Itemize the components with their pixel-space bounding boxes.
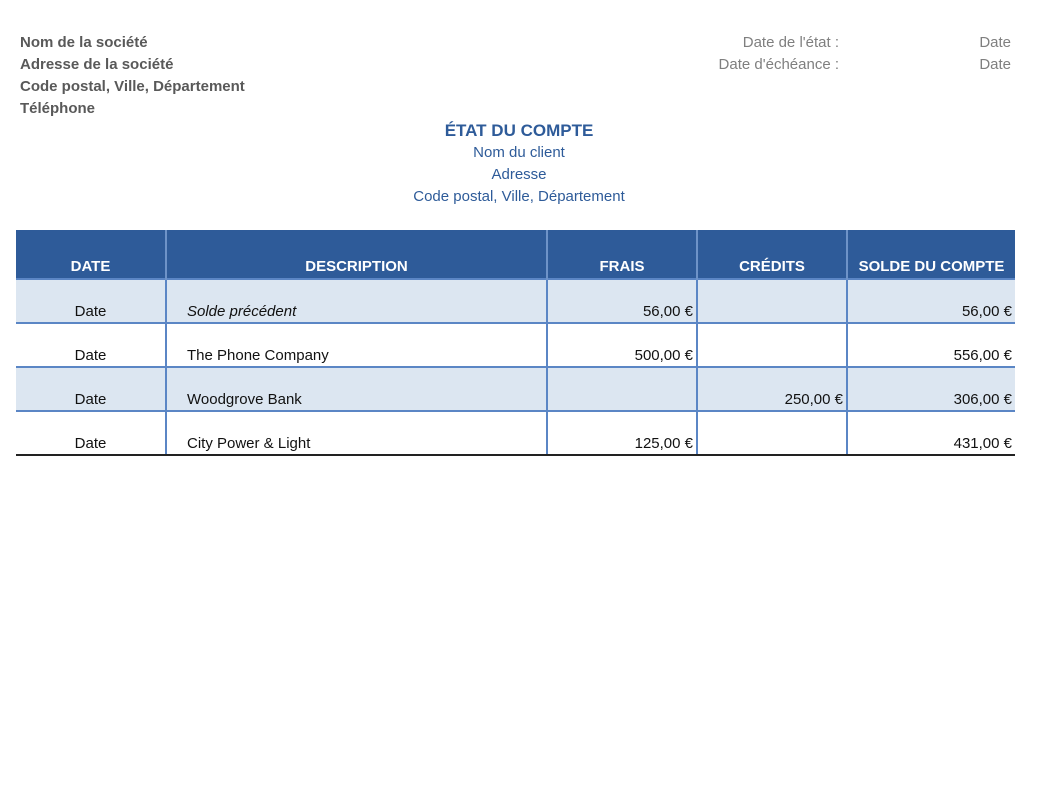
client-address: Adresse (491, 166, 547, 183)
cell-frais[interactable]: 500,00 € (547, 323, 697, 367)
cell-date[interactable]: Date (16, 411, 166, 455)
statement-dates (659, 32, 1011, 76)
client-city: Code postal, Ville, Département (413, 188, 625, 205)
statement-title-block (0, 120, 1038, 208)
company-name: Nom de la société (20, 34, 148, 51)
cell-date[interactable]: Date (16, 323, 166, 367)
header-description: DESCRIPTION (166, 230, 547, 279)
header-credits: CRÉDITS (697, 230, 847, 279)
cell-credits[interactable] (697, 279, 847, 323)
company-phone: Téléphone (20, 100, 96, 117)
table-row (16, 411, 1015, 455)
company-info (20, 32, 245, 120)
header-solde: SOLDE DU COMPTE (847, 230, 1015, 279)
cell-credits[interactable]: 250,00 € (697, 367, 847, 411)
cell-solde[interactable]: 431,00 € (847, 411, 1015, 455)
cell-solde[interactable]: 56,00 € (847, 279, 1015, 323)
table-row (16, 323, 1015, 367)
statement-date-label: Date de l'état : (742, 34, 839, 51)
table-header-row (16, 230, 1015, 279)
statement-table (16, 230, 1015, 456)
cell-description[interactable]: Woodgrove Bank (166, 367, 547, 411)
cell-description[interactable]: City Power & Light (166, 411, 547, 455)
due-date-value[interactable]: Date (979, 56, 1011, 73)
cell-frais[interactable] (547, 367, 697, 411)
page-title: ÉTAT DU COMPTE (444, 121, 594, 140)
company-city: Code postal, Ville, Département (20, 78, 245, 95)
company-address: Adresse de la société (20, 56, 174, 73)
cell-credits[interactable] (697, 411, 847, 455)
cell-frais[interactable]: 125,00 € (547, 411, 697, 455)
statement-date-row (659, 32, 1011, 54)
statement-date-value[interactable]: Date (979, 34, 1011, 51)
cell-description[interactable]: Solde précédent (166, 279, 547, 323)
client-name: Nom du client (473, 144, 565, 161)
cell-solde[interactable]: 306,00 € (847, 367, 1015, 411)
cell-credits[interactable] (697, 323, 847, 367)
cell-date[interactable]: Date (16, 367, 166, 411)
table-row (16, 279, 1015, 323)
table-row (16, 367, 1015, 411)
due-date-row (659, 54, 1011, 76)
header-date: DATE (16, 230, 166, 279)
cell-date[interactable]: Date (16, 279, 166, 323)
header-frais: FRAIS (547, 230, 697, 279)
cell-frais[interactable]: 56,00 € (547, 279, 697, 323)
cell-description[interactable]: The Phone Company (166, 323, 547, 367)
due-date-label: Date d'échéance : (718, 56, 839, 73)
cell-solde[interactable]: 556,00 € (847, 323, 1015, 367)
